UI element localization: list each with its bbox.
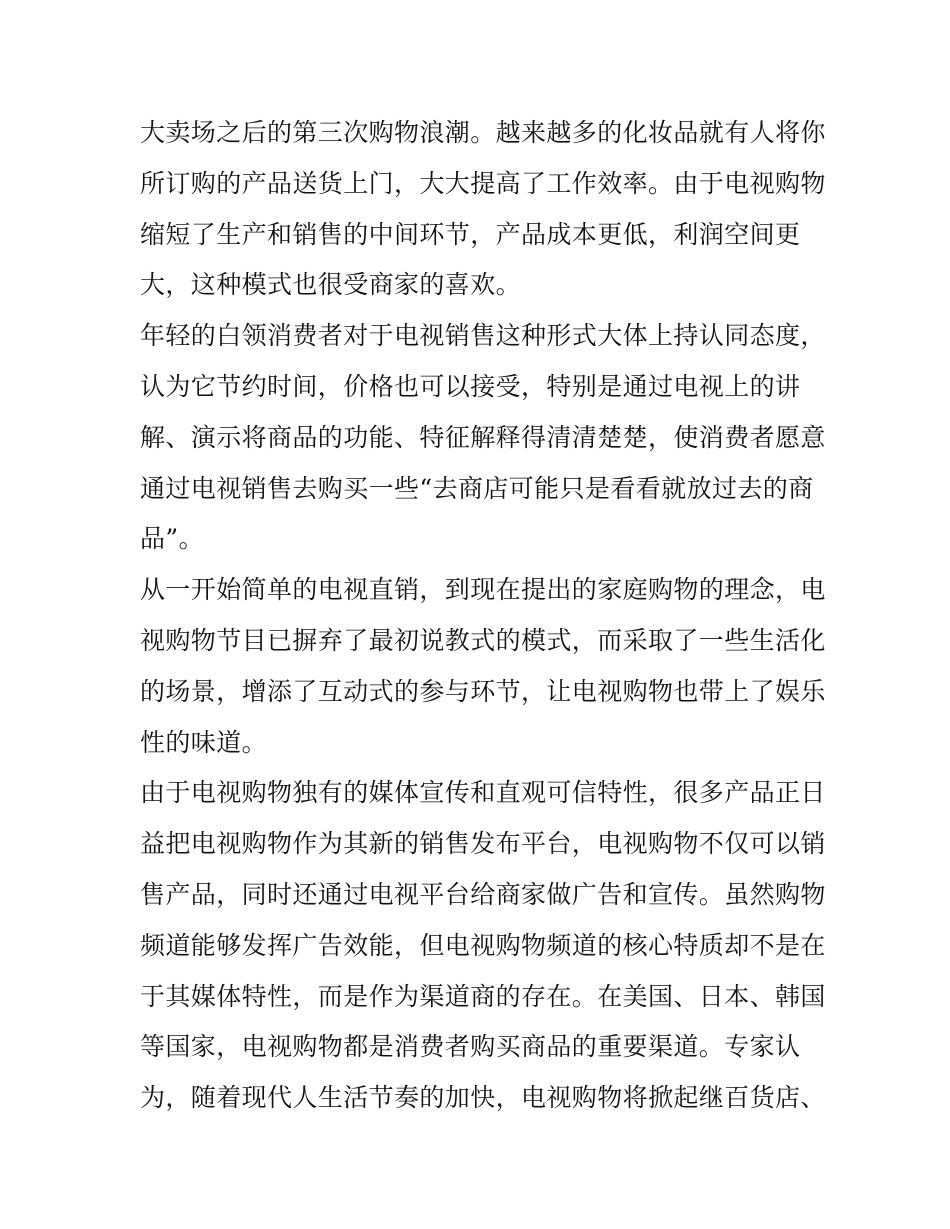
text-line: 性的味道。 [140,727,268,757]
text-line: 从一开始简单的电视直销，到现在提出的家庭购物的理念，电 [140,575,826,605]
body-text [140,108,826,1124]
text-line: 年轻的白领消费者对于电视销售这种形式大体上持认同态度， [140,321,826,351]
text-line: 频道能够发挥广告效能，但电视购物频道的核心特质却不是在 [140,930,826,960]
text-line: 大，这种模式也很受商家的喜欢。 [140,270,522,300]
text-line: 的场景，增添了互动式的参与环节，让电视购物也带上了娱乐 [140,676,826,706]
text-line: 由于电视购物独有的媒体宣传和直观可信特性，很多产品正日 [140,778,826,808]
text-line: 益把电视购物作为其新的销售发布平台，电视购物不仅可以销 [140,829,826,859]
text-line: 视购物节目已摒弃了最初说教式的模式，而采取了一些生活化 [140,625,826,655]
text-line: 所订购的产品送货上门，大大提高了工作效率。由于电视购物 [140,168,826,198]
text-line: 缩短了生产和销售的中间环节，产品成本更低，利润空间更 [140,219,801,249]
text-line: 于其媒体特性，而是作为渠道商的存在。在美国、日本、韩国 [140,981,826,1011]
text-line: 等国家，电视购物都是消费者购买商品的重要渠道。专家认 [140,1032,801,1062]
text-line: 售产品，同时还通过电视平台给商家做广告和宣传。虽然购物 [140,879,826,909]
text-line: 通过电视销售去购买一些“去商店可能只是看看就放过去的商 [140,473,814,503]
text-line: 品”。 [140,524,204,554]
text-line: 为，随着现代人生活节奏的加快，电视购物将掀起继百货店、 [140,1083,826,1113]
text-line: 解、演示将商品的功能、特征解释得清清楚楚，使消费者愿意 [140,422,826,452]
text-line: 认为它节约时间，价格也可以接受，特别是通过电视上的讲 [140,371,801,401]
text-line: 大卖场之后的第三次购物浪潮。越来越多的化妆品就有人将你 [140,118,826,147]
